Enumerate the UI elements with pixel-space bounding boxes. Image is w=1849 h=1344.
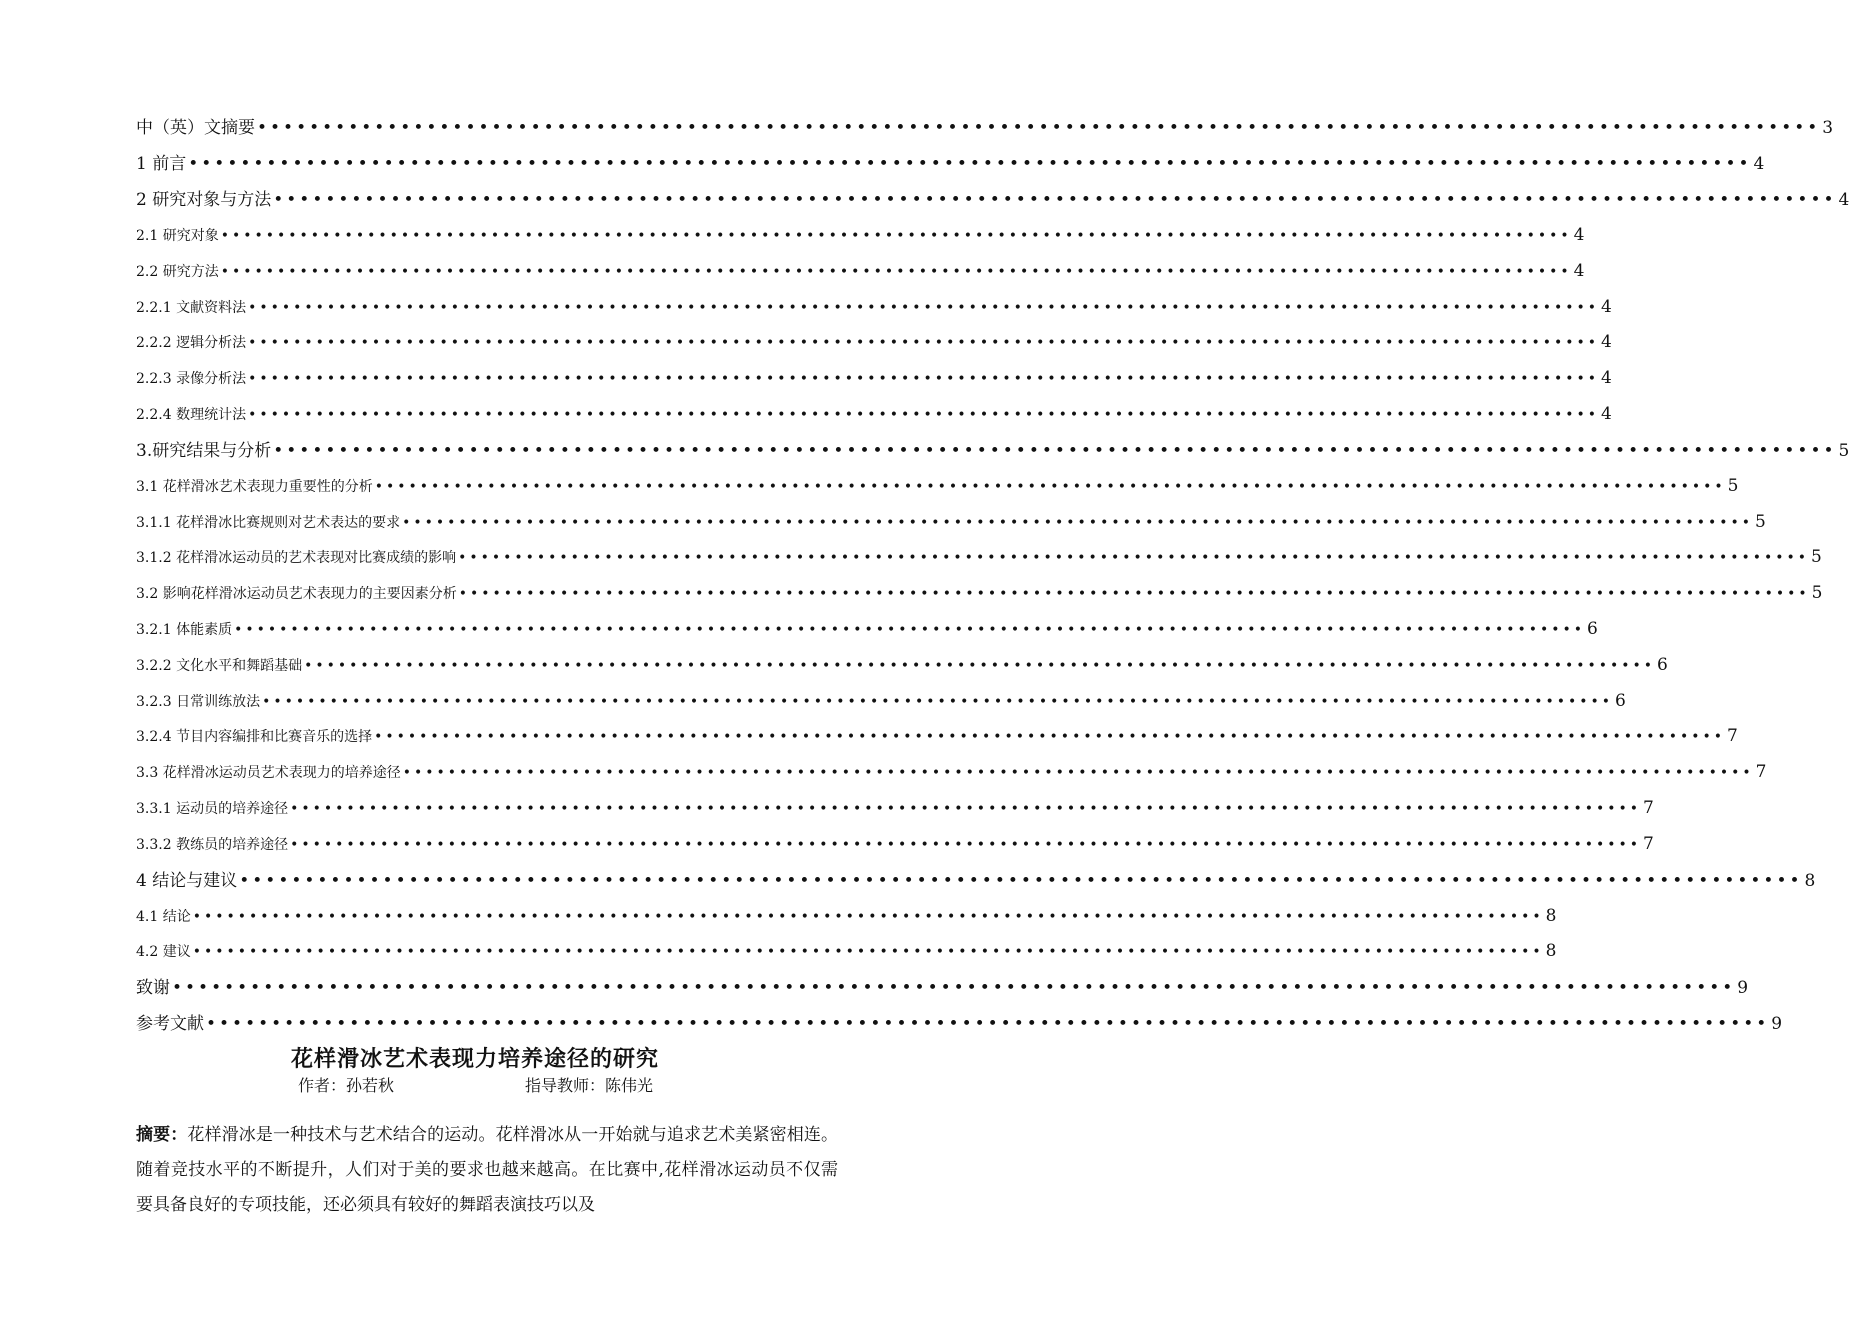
- toc-entry-page-number: 4: [1601, 403, 1612, 424]
- abstract-label: 摘要：: [136, 1125, 188, 1145]
- toc-leader-dots: ••••••••••••••••••••••••••••••••••••••••••••••••••••••••••••••••••••••••••••••••••••••••••••••••••••••••••••••••••••••••: [290, 836, 1642, 853]
- toc-entry-label: 3.2.1 体能素质: [136, 621, 233, 638]
- toc-entry[interactable]: [136, 934, 1557, 970]
- toc-leader-dots: ••••••••••••••••••••••••••••••••••••••••••••••••••••••••••••••••••••••••••••••••••••••••••••••••••••••••••••••••••••••••: [248, 299, 1600, 316]
- toc-leader-dots: ••••••••••••••••••••••••••••••••••••••••••••••••••••••••••••••••••••••••••••••••••••••••••••••••••••••••••••••••••••••••: [374, 478, 1726, 495]
- toc-entry-page-number: 7: [1643, 833, 1654, 854]
- toc-entry-page-number: 4: [1753, 154, 1765, 174]
- toc-entry-label: 2.2.3 录像分析法: [136, 371, 247, 388]
- toc-entry-label: 3.3 花样滑冰运动员艺术表现力的培养途径: [136, 765, 401, 782]
- toc-entry-label: 4.1 结论: [136, 908, 191, 925]
- toc-entry-label: 4.2 建议: [136, 944, 191, 961]
- toc-entry-page-number: 4: [1573, 260, 1585, 281]
- toc-entry-label: 中（英）文摘要: [136, 118, 255, 138]
- toc-entry[interactable]: [136, 899, 1557, 935]
- toc-leader-dots: ••••••••••••••••••••••••••••••••••••••••••••••••••••••••••••••••••••••••••••••••••••••••••••••••••••••••••••••••••••••••: [248, 371, 1600, 388]
- toc-entry[interactable]: [136, 863, 1816, 899]
- toc-entry[interactable]: [136, 827, 1654, 863]
- toc-entry-label: 2.2.2 逻辑分析法: [136, 335, 247, 352]
- toc-leader-dots: ••••••••••••••••••••••••••••••••••••••••••••••••••••••••••••••••••••••••••••••••••••••••••••••••••••••••••••••••••••••••: [402, 765, 1754, 782]
- toc-leader-dots: ••••••••••••••••••••••••••••••••••••••••••••••••••••••••••••••••••••••••••••••••••••••••••••••••••••••••••••••••••••••••: [273, 190, 1837, 210]
- toc-entry[interactable]: [136, 612, 1598, 648]
- toc-entry-page-number: 7: [1643, 797, 1654, 818]
- toc-leader-dots: ••••••••••••••••••••••••••••••••••••••••••••••••••••••••••••••••••••••••••••••••••••••••••••••••••••••••••••••••••••••••: [248, 406, 1600, 423]
- paper-title: 花样滑冰艺术表现力培养途径的研究: [290, 1046, 659, 1072]
- toc-leader-dots: ••••••••••••••••••••••••••••••••••••••••••••••••••••••••••••••••••••••••••••••••••••••••••••••••••••••••••••••••••••••••: [239, 870, 1803, 891]
- toc-entry[interactable]: [136, 684, 1626, 720]
- toc-entry-page-number: 8: [1545, 905, 1557, 926]
- toc-entry[interactable]: [136, 540, 1822, 576]
- toc-entry-page-number: 8: [1804, 870, 1816, 891]
- toc-entry[interactable]: [136, 146, 1765, 182]
- toc-entry[interactable]: [136, 970, 1749, 1006]
- toc-entry[interactable]: [136, 433, 1849, 469]
- toc-entry[interactable]: [136, 218, 1585, 254]
- toc-entry[interactable]: [136, 791, 1654, 827]
- toc-entry-label: 3.1.2 花样滑冰运动员的艺术表现对比赛成绩的影响: [136, 550, 457, 567]
- toc-entry[interactable]: [136, 397, 1612, 433]
- toc-leader-dots: ••••••••••••••••••••••••••••••••••••••••••••••••••••••••••••••••••••••••••••••••••••••••••••••••••••••••••••••••••••••••: [458, 586, 1810, 603]
- toc-entry-label: 3.2.2 文化水平和舞蹈基础: [136, 657, 303, 674]
- toc-entry-page-number: 8: [1545, 941, 1557, 962]
- toc-entry-label: 1 前言: [136, 154, 187, 174]
- toc-leader-dots: ••••••••••••••••••••••••••••••••••••••••••••••••••••••••••••••••••••••••••••••••••••••••••••••••••••••••••••••••••••••••: [248, 335, 1600, 352]
- toc-entry-label: 3.研究结果与分析: [136, 440, 272, 461]
- toc-entry-label: 3.1 花样滑冰艺术表现力重要性的分析: [136, 478, 373, 495]
- toc-entry-page-number: 4: [1573, 225, 1585, 245]
- toc-leader-dots: ••••••••••••••••••••••••••••••••••••••••••••••••••••••••••••••••••••••••••••••••••••••••••••••••••••••••••••••••••••••••: [402, 514, 1754, 531]
- toc-entry-page-number: 4: [1601, 332, 1612, 353]
- toc-entry-page-number: 5: [1755, 511, 1766, 532]
- toc-entry[interactable]: [136, 290, 1612, 326]
- abstract-text: 花样滑冰是一种技术与艺术结合的运动。花样滑冰从一开始就与追求艺术美紧密相连。随着竞技水平的不断提升，人们对于美的要求也越来越高。在比赛中,花样滑冰运动员不仅需要具备良好的专项技能，还必须具有较好的舞蹈表演技巧以及: [136, 1125, 838, 1215]
- toc-entry[interactable]: [136, 576, 1823, 612]
- toc-leader-dots: ••••••••••••••••••••••••••••••••••••••••••••••••••••••••••••••••••••••••••••••••••••••••••••••••••••••••••••••••••••••••: [192, 944, 1544, 961]
- toc-entry-label: 2.1 研究对象: [136, 228, 219, 244]
- toc-entry-page-number: 9: [1737, 978, 1749, 999]
- toc-entry-page-number: 4: [1601, 368, 1612, 389]
- toc-entry-label: 3.2.4 节目内容编排和比赛音乐的选择: [136, 729, 373, 746]
- toc-entry[interactable]: [136, 361, 1612, 397]
- toc-entry[interactable]: [136, 1006, 1783, 1042]
- toc-entry-label: 2.2 研究方法: [136, 263, 219, 280]
- toc-entry[interactable]: [136, 505, 1766, 541]
- toc-entry-page-number: 7: [1727, 726, 1738, 747]
- toc-entry-page-number: 4: [1601, 296, 1612, 317]
- toc-leader-dots: ••••••••••••••••••••••••••••••••••••••••••••••••••••••••••••••••••••••••••••••••••••••••••••••••••••••••••••••••••••••••: [172, 978, 1736, 999]
- toc-leader-dots: ••••••••••••••••••••••••••••••••••••••••••••••••••••••••••••••••••••••••••••••••••••••••••••••••••••••••••••••••••••••••: [234, 621, 1586, 638]
- toc-entry-label: 参考文献: [136, 1014, 204, 1035]
- toc-entry[interactable]: [136, 325, 1612, 361]
- toc-entry-label: 4 结论与建议: [136, 870, 238, 891]
- toc-entry[interactable]: [136, 254, 1585, 290]
- toc-leader-dots: ••••••••••••••••••••••••••••••••••••••••••••••••••••••••••••••••••••••••••••••••••••••••••••••••••••••••••••••••••••••••: [273, 440, 1837, 461]
- toc-entry-page-number: 5: [1811, 547, 1822, 568]
- toc-entry[interactable]: [136, 469, 1739, 505]
- toc-leader-dots: ••••••••••••••••••••••••••••••••••••••••••••••••••••••••••••••••••••••••••••••••••••••••••••••••••••••••••••••••••••••••: [262, 693, 1614, 710]
- toc-entry-page-number: 6: [1615, 690, 1626, 711]
- toc-entry-label: 3.1.1 花样滑冰比赛规则对艺术表达的要求: [136, 514, 401, 531]
- toc-entry[interactable]: [136, 719, 1738, 755]
- toc-entry-page-number: 9: [1771, 1014, 1783, 1035]
- toc-entry-page-number: 5: [1727, 475, 1739, 496]
- toc-leader-dots: ••••••••••••••••••••••••••••••••••••••••••••••••••••••••••••••••••••••••••••••••••••••••••••••••••••••••••••••••••••••••: [220, 263, 1572, 280]
- toc-entry-page-number: 5: [1838, 440, 1849, 461]
- toc-leader-dots: ••••••••••••••••••••••••••••••••••••••••••••••••••••••••••••••••••••••••••••••••••••••••••••••••••••••••••••••••••••••••: [192, 908, 1544, 925]
- toc-leader-dots: ••••••••••••••••••••••••••••••••••••••••••••••••••••••••••••••••••••••••••••••••••••••••••••••••••••••••••••••••••••••••: [257, 118, 1821, 138]
- table-of-contents: [136, 110, 1849, 1042]
- toc-entry-page-number: 6: [1657, 654, 1668, 675]
- toc-entry-label: 3.3.1 运动员的培养途径: [136, 800, 289, 817]
- toc-entry-label: 2.2.4 数理统计法: [136, 406, 247, 423]
- toc-entry-label: 3.2 影响花样滑冰运动员艺术表现力的主要因素分析: [136, 586, 457, 603]
- toc-entry-label: 3.2.3 日常训练放法: [136, 693, 261, 710]
- toc-leader-dots: ••••••••••••••••••••••••••••••••••••••••••••••••••••••••••••••••••••••••••••••••••••••••••••••••••••••••••••••••••••••••: [188, 154, 1752, 174]
- advisor: 指导教师：陈伟光: [525, 1076, 654, 1095]
- toc-entry-page-number: 5: [1811, 583, 1823, 604]
- toc-entry-page-number: 7: [1755, 762, 1767, 783]
- toc-entry[interactable]: [136, 648, 1668, 684]
- toc-entry-page-number: 4: [1838, 190, 1849, 210]
- abstract-paragraph: [136, 1118, 838, 1223]
- toc-entry-page-number: 3: [1822, 118, 1834, 138]
- toc-leader-dots: ••••••••••••••••••••••••••••••••••••••••••••••••••••••••••••••••••••••••••••••••••••••••••••••••••••••••••••••••••••••••: [374, 729, 1726, 746]
- toc-entry[interactable]: [136, 182, 1849, 218]
- toc-leader-dots: ••••••••••••••••••••••••••••••••••••••••••••••••••••••••••••••••••••••••••••••••••••••••••••••••••••••••••••••••••••••••: [220, 228, 1572, 244]
- toc-entry[interactable]: [136, 755, 1767, 791]
- toc-entry-label: 2 研究对象与方法: [136, 190, 272, 210]
- toc-leader-dots: ••••••••••••••••••••••••••••••••••••••••••••••••••••••••••••••••••••••••••••••••••••••••••••••••••••••••••••••••••••••••: [304, 657, 1656, 674]
- toc-entry[interactable]: [136, 110, 1834, 146]
- author: 作者：孙若秋: [298, 1076, 395, 1095]
- toc-entry-page-number: 6: [1587, 618, 1598, 639]
- toc-leader-dots: ••••••••••••••••••••••••••••••••••••••••••••••••••••••••••••••••••••••••••••••••••••••••••••••••••••••••••••••••••••••••: [458, 550, 1810, 567]
- toc-entry-label: 致谢: [136, 978, 170, 999]
- toc-leader-dots: ••••••••••••••••••••••••••••••••••••••••••••••••••••••••••••••••••••••••••••••••••••••••••••••••••••••••••••••••••••••••: [290, 800, 1642, 817]
- toc-leader-dots: ••••••••••••••••••••••••••••••••••••••••••••••••••••••••••••••••••••••••••••••••••••••••••••••••••••••••••••••••••••••••: [206, 1014, 1770, 1035]
- toc-entry-label: 3.3.2 教练员的培养途径: [136, 836, 289, 853]
- toc-entry-label: 2.2.1 文献资料法: [136, 299, 247, 316]
